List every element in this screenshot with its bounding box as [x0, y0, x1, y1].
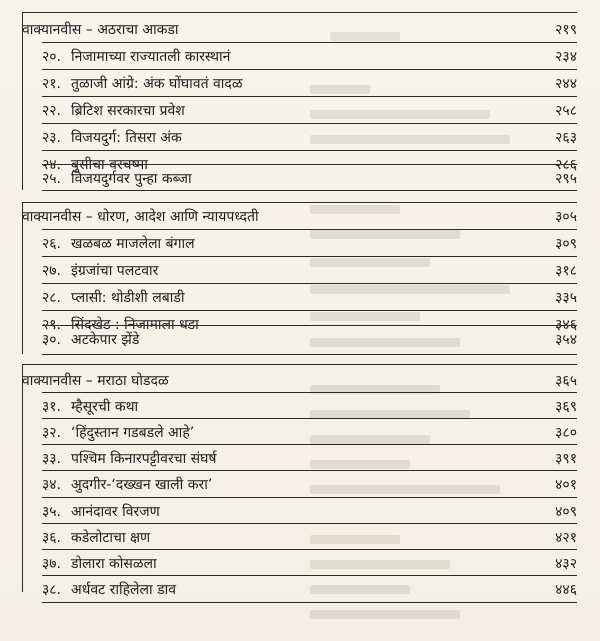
- chapter-number: २०.: [42, 48, 62, 65]
- section-divider: [22, 12, 577, 13]
- chapter-page-number: ३८०: [555, 424, 577, 441]
- chapter-row: [42, 97, 577, 123]
- section-heading: [22, 367, 577, 393]
- chapter-row: [42, 550, 577, 576]
- section-divider: [22, 364, 577, 365]
- chapter-page-number: ४३२: [555, 555, 577, 572]
- chapter-row: [42, 230, 577, 256]
- chapter-number: २१.: [42, 75, 62, 92]
- row-divider: [42, 602, 577, 603]
- chapter-number: २८.: [42, 289, 62, 306]
- section-bracket: [22, 202, 23, 354]
- chapter-title: अटकेपार झेंडे: [71, 331, 140, 348]
- section-page-number: २१९: [555, 21, 577, 38]
- chapter-title: कडेलोटाचा क्षण: [71, 529, 151, 546]
- chapter-title: आनंदावर विरजण: [71, 503, 160, 520]
- chapter-page-number: २६३: [555, 129, 577, 146]
- chapter-page-number: २९५: [555, 170, 577, 187]
- chapter-page-number: ४२१: [555, 529, 577, 546]
- chapter-number: ३७.: [42, 555, 62, 572]
- chapter-row: [42, 43, 577, 69]
- chapter-number: २४.: [42, 156, 62, 173]
- chapter-row: [42, 70, 577, 96]
- chapter-page-number: ३०९: [555, 235, 577, 252]
- chapter-page-number: २५८: [555, 102, 577, 119]
- chapter-row: [42, 419, 577, 445]
- chapter-title: तुळाजी आंग्रे: अंक घोंघावतं वादळ: [71, 75, 243, 92]
- chapter-number: ३६.: [42, 529, 62, 546]
- chapter-number: ३२.: [42, 424, 62, 441]
- chapter-page-number: ३१८: [555, 262, 577, 279]
- row-divider: [42, 190, 577, 191]
- chapter-page-number: ३३५: [555, 289, 577, 306]
- chapter-title: अुदगीर-‘दख्खन खाली करा’: [71, 476, 213, 493]
- chapter-title: ‘हिंदुस्तान गडबडले आहे’: [71, 424, 195, 441]
- chapter-page-number: ४०१: [555, 476, 577, 493]
- chapter-title: विजयदुर्गवर पुन्हा कब्जा: [71, 170, 192, 187]
- chapter-title: इंग्रजांचा पलटवार: [71, 262, 159, 279]
- chapter-row: [42, 471, 577, 497]
- section-page-number: ३०५: [555, 208, 577, 225]
- row-divider: [42, 354, 577, 355]
- chapter-title: डोलारा कोसळला: [71, 555, 157, 572]
- chapter-page-number: २८६: [555, 156, 577, 173]
- chapter-number: ३१.: [42, 398, 62, 415]
- chapter-number: ३४.: [42, 476, 62, 493]
- chapter-row: [42, 524, 577, 550]
- chapter-number: २६.: [42, 235, 62, 252]
- chapter-number: ३८.: [42, 581, 62, 598]
- section-title: वाक्यानवीस – धोरण, आदेश आणि न्यायपध्दती: [22, 208, 259, 225]
- chapter-page-number: ३५४: [555, 331, 577, 348]
- chapter-number: ३३.: [42, 450, 62, 467]
- chapter-title: म्हैसूरची कथा: [71, 398, 139, 415]
- chapter-title: खळबळ माजलेला बंगाल: [71, 235, 195, 252]
- chapter-number: २७.: [42, 262, 62, 279]
- section-page-number: ३६५: [555, 372, 577, 389]
- section-heading: [22, 16, 577, 42]
- chapter-row: [42, 124, 577, 150]
- section-heading: [22, 203, 577, 229]
- chapter-row: [42, 445, 577, 471]
- chapter-title: ब्रिटिश सरकारचा प्रवेश: [71, 102, 185, 119]
- chapter-number: २९.: [42, 316, 62, 333]
- chapter-page-number: ३९१: [555, 450, 577, 467]
- chapter-row: [42, 284, 577, 310]
- chapter-row: [42, 165, 577, 191]
- chapter-row: [42, 576, 577, 602]
- chapter-page-number: ३४६: [555, 316, 577, 333]
- chapter-title: निजामाच्या राज्यातली कारस्थानं: [71, 48, 231, 65]
- chapter-number: ३०.: [42, 331, 62, 348]
- chapter-page-number: ४०९: [555, 503, 577, 520]
- chapter-number: २३.: [42, 129, 62, 146]
- chapter-page-number: २३४: [555, 48, 577, 65]
- chapter-title: अर्धवट राहिलेला डाव: [71, 581, 176, 598]
- chapter-title: प्लासी: थोडीशी लबाडी: [71, 289, 185, 306]
- chapter-number: ३५.: [42, 503, 62, 520]
- chapter-title: पश्चिम किनारपट्टीवरचा संघर्ष: [71, 450, 217, 467]
- chapter-row: [42, 326, 577, 352]
- chapter-row: [42, 498, 577, 524]
- chapter-title: सिंदखेड : निजामाला धडा: [71, 316, 199, 333]
- chapter-page-number: २४४: [555, 75, 577, 92]
- chapter-page-number: ४४६: [555, 581, 577, 598]
- chapter-number: २५.: [42, 170, 62, 187]
- chapter-page-number: ३६९: [555, 398, 577, 415]
- section-bracket: [22, 364, 23, 592]
- section-title: वाक्यानवीस – अठराचा आकडा: [22, 21, 179, 38]
- chapter-title: बुसीचा वरचष्मा: [71, 156, 148, 173]
- chapter-title: विजयदुर्ग: तिसरा अंक: [71, 129, 182, 146]
- chapter-row: [42, 257, 577, 283]
- chapter-row: [42, 393, 577, 419]
- section-bracket: [22, 12, 23, 190]
- chapter-number: २२.: [42, 102, 62, 119]
- section-title: वाक्यानवीस – मराठा घोडदळ: [22, 372, 169, 389]
